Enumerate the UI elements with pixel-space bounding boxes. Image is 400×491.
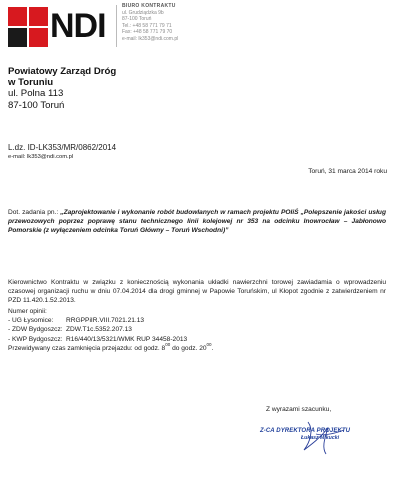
recipient-city: 87-100 Toruń [8,99,65,111]
closure-mid: do godz. 20 [170,344,207,352]
closure-to-minutes: 00 [206,341,212,347]
office-line: e-mail: lk353@ndi.com.pl [122,35,179,42]
opinions-list [8,307,213,353]
opinion-value: RRGPPiIR.VIII.7021.21.13 [66,317,145,325]
office-line: ul. Grudziądzka 9b [122,9,164,16]
ndi-logo-mark [8,7,48,47]
office-line: Tel.: +48 58 771 79 71 [122,22,172,29]
opinion-label: - KWP Bydgoszcz: [8,335,63,343]
office-info [122,3,178,43]
recipient-name-line1: Powiatowy Zarząd Dróg [8,66,117,77]
reference-number: L.dz. ID-LK353/MR/0862/2014 [8,143,117,152]
office-title: BIURO KONTRAKTU [122,3,176,9]
body-paragraph: Kierownictwo Kontraktu w związku z koniecznością wykonania układki nawierzchni torowej zawiadamia o wprowadzeniu czasowej organizacji ruchu w dniu 07.04.2014 dla drogi gminnej w Papowie Toruńskim, ul Kłopot zgodnie z zatwierdzeniem nr PZD 11.420.1.52.2013. [8,279,386,305]
opinions-heading: Numer opinii: [8,308,47,315]
closing-greeting: Z wyrazami szacunku, [266,406,332,413]
opinion-value: R16/440/13/5321/WMK RUP 34458-2013 [66,335,188,343]
subject-prefix: Dot. zadania pn.: [8,209,61,216]
logo-divider [116,5,117,47]
closure-from-minutes: 00 [165,341,171,347]
opinion-row [8,335,213,344]
stamp-role: Z-CA DYREKTORA PROJEKTU [260,428,351,434]
opinion-row [8,316,213,325]
closure-time [8,341,214,353]
brand-logo-text: NDI [50,7,106,45]
office-line: 87-100 Toruń [122,16,152,23]
sender-email: e-mail: lk353@ndi.com.pl [8,154,74,160]
subject [8,208,386,236]
opinion-label: - ZDW Bydgoszcz: [8,326,63,334]
letter-date: Toruń, 31 marca 2014 roku [308,168,387,175]
stamp-name: Łukasz Mikucki [301,435,340,441]
closure-prefix: Przewidywany czas zamknięcia przejazdu: od godz. 8 [8,344,166,352]
office-line: Fax: +48 58 771 79 70 [122,29,173,36]
recipient-street: ul. Polna 113 [8,88,64,100]
recipient-name-line2: w Toruniu [8,77,54,89]
subject-text: „Zaprojektowanie i wykonanie robót budowlanych w ramach projektu POIiŚ „Polepszenie jakości usług przewozowych poprzez poprawę stanu technicznego linii kolejowej nr 353 na odcinku Inowrocław – Jabłonowo Pomorskie (z wyłączeniem odcinka Toruń Główny – Toruń Wschodni)” [8,209,386,235]
closure-end: . [211,344,214,352]
opinion-value: ZDW.T1c.5352.207.13 [66,326,132,334]
opinion-label: - UG Łysomice: [8,317,54,325]
opinion-row [8,325,213,334]
recipient-address [8,66,116,111]
